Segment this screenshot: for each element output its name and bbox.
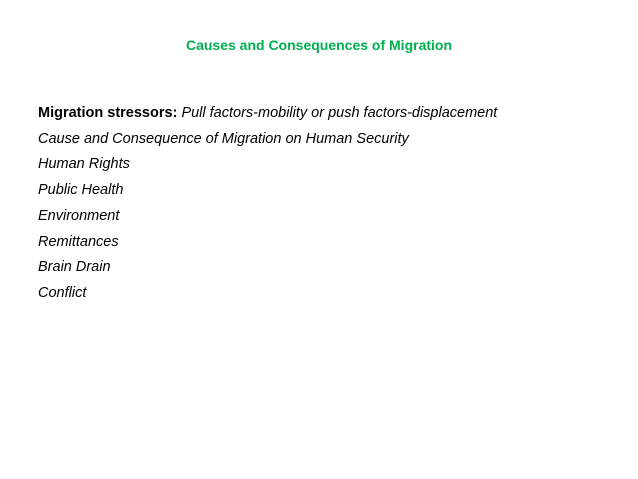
stressors-text: Pull factors-mobility or push factors-displacement bbox=[181, 105, 498, 121]
list-item-text: Environment bbox=[38, 207, 120, 224]
list-item bbox=[38, 178, 618, 204]
list-item-text: Brain Drain bbox=[38, 259, 111, 276]
list-item-text: Cause and Consequence of Migration on Human Security bbox=[38, 130, 409, 147]
migration-stressors-line bbox=[38, 101, 618, 127]
list-item-text: Public Health bbox=[38, 182, 124, 199]
list-item-text: Conflict bbox=[38, 284, 87, 301]
list-item bbox=[38, 152, 618, 178]
list-item bbox=[38, 127, 618, 153]
list-item-text: Remittances bbox=[38, 233, 119, 250]
slide-title: Causes and Consequences of Migration bbox=[185, 37, 453, 53]
list-item bbox=[38, 204, 618, 230]
list-item bbox=[38, 255, 618, 281]
list-item bbox=[38, 281, 618, 307]
list-item-text: Human Rights bbox=[38, 156, 130, 173]
content-list bbox=[38, 101, 618, 307]
list-item bbox=[38, 230, 618, 256]
stressors-label: Migration stressors: bbox=[38, 105, 178, 121]
